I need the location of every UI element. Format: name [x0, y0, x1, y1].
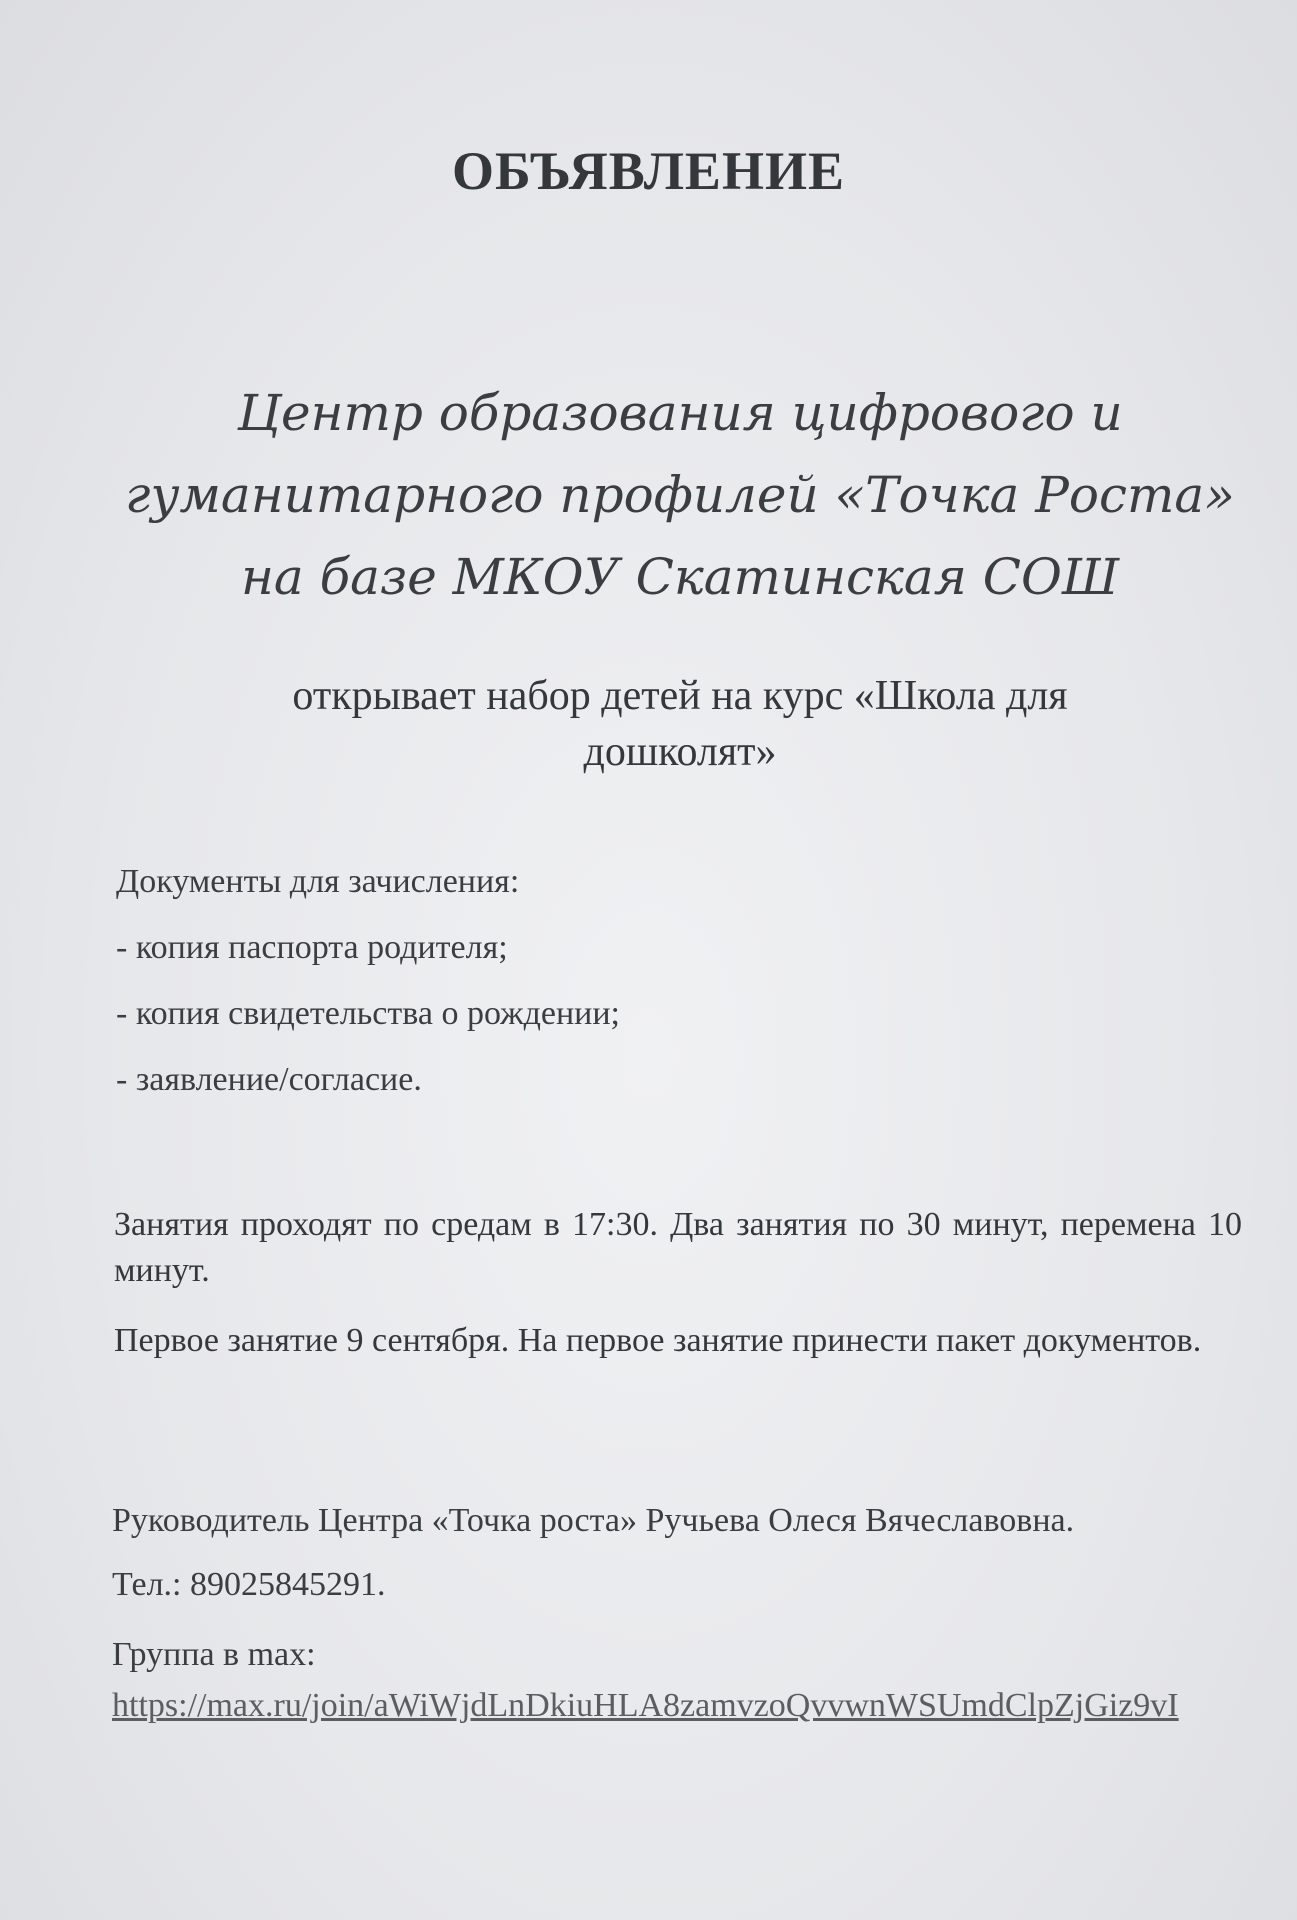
head-of-center: Руководитель Центра «Точка роста» Ручьева Олеся Вячеславовна. [112, 1502, 1075, 1539]
group-link[interactable]: https://max.ru/join/aWiWjdLnDkiuHLA8zamvzoQvvwnWSUmdClpZjGiz9vI [112, 1687, 1179, 1724]
documents-list [116, 862, 1216, 1126]
intake-line-2: дошколят» [583, 729, 777, 775]
first-class-paragraph: Первое занятие 9 сентября. На первое занятие принести пакет документов. [114, 1322, 1202, 1359]
center-name-line-2: гуманитарного профилей «Точка Роста» [125, 466, 1235, 524]
center-name-line-1: Центр образования цифрового и [237, 384, 1123, 442]
intake-notice [200, 668, 1160, 780]
group-label: Группа в max: [112, 1636, 316, 1673]
phone-number: Тел.: 89025845291. [112, 1566, 386, 1603]
document-item: - копия свидетельства о рождении; [116, 995, 621, 1032]
schedule-paragraph: Занятия проходят по средам в 17:30. Два занятия по 30 минут, перемена 10 минут. [114, 1206, 1242, 1289]
center-name [120, 372, 1240, 618]
page-title: ОБЪЯВЛЕНИЕ [452, 141, 845, 201]
documents-heading: Документы для зачисления: [116, 863, 520, 900]
intake-line-1: открывает набор детей на курс «Школа для [292, 673, 1068, 719]
center-name-line-3: на базе МКОУ Скатинская СОШ [240, 548, 1120, 606]
document-item: - копия паспорта родителя; [116, 929, 508, 966]
document-item: - заявление/согласие. [116, 1061, 422, 1098]
